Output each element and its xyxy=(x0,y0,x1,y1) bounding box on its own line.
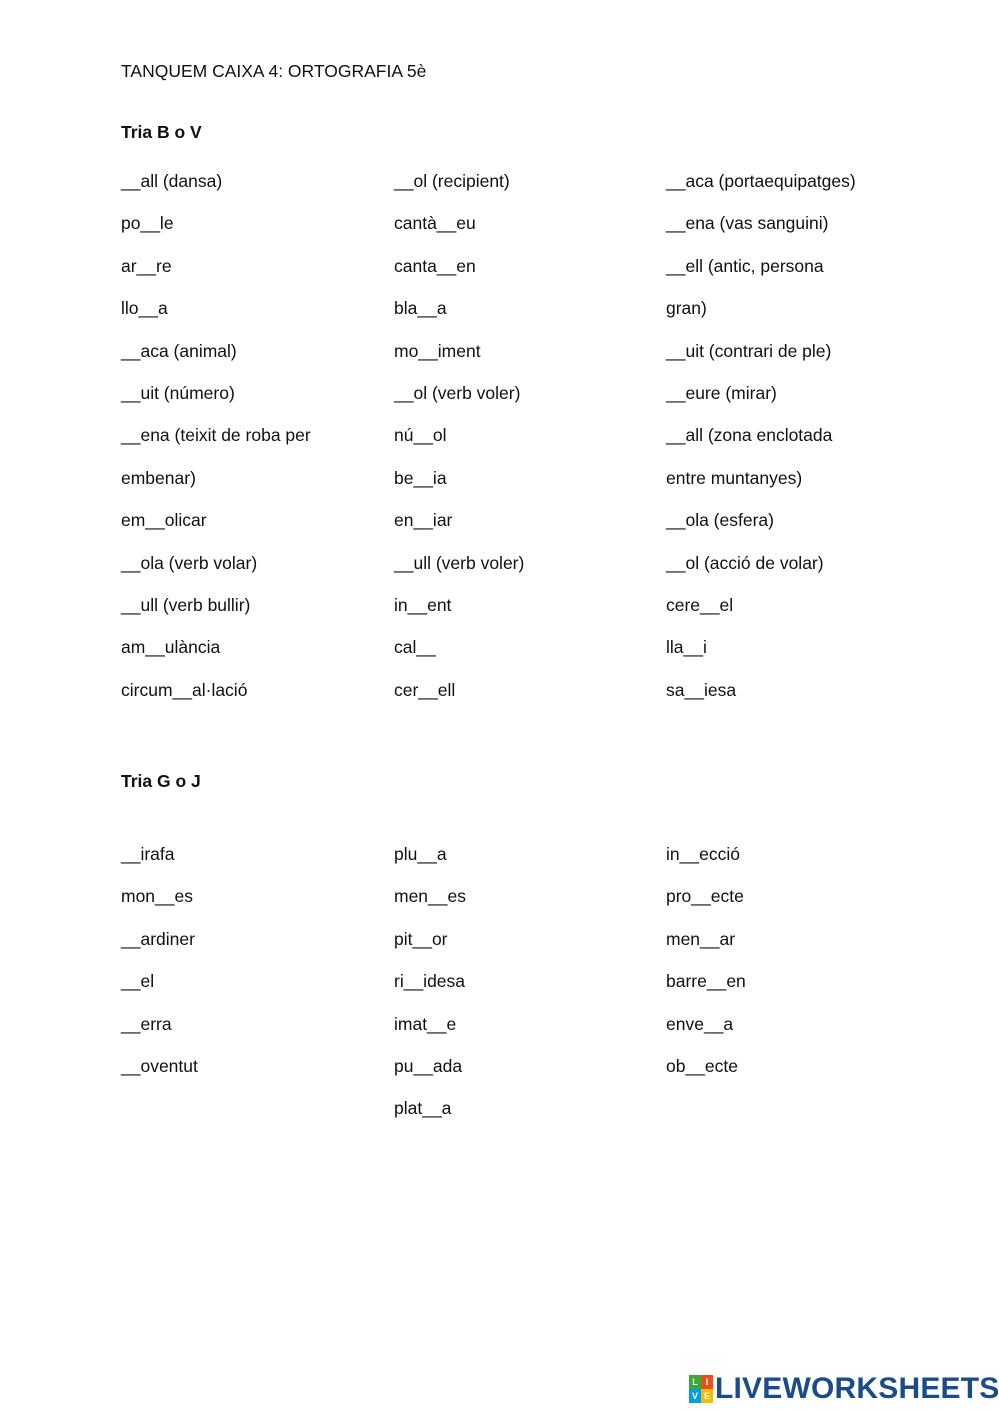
gj-column-3 xyxy=(666,844,746,1098)
exercise-item: po__le xyxy=(121,213,174,234)
logo-mark-letter: V xyxy=(689,1389,701,1403)
exercise-item: __ull (verb bullir) xyxy=(121,594,251,615)
exercise-item: plu__a xyxy=(394,844,447,864)
exercise-item: __aca (portaequipatges) xyxy=(666,171,856,191)
exercise-item: ar__re xyxy=(121,255,172,276)
exercise-item: en__iar xyxy=(394,510,453,531)
logo-mark-letter: L xyxy=(689,1375,701,1389)
exercise-item: __erra xyxy=(121,1013,172,1034)
exercise-item: be__ia xyxy=(394,467,447,488)
exercise-item: pu__ada xyxy=(394,1055,463,1076)
exercise-item: __ola (verb volar) xyxy=(121,552,258,573)
exercise-item: __uit (número) xyxy=(121,382,235,403)
exercise-item: bla__a xyxy=(394,298,447,319)
exercise-item: __ola (esfera) xyxy=(666,510,774,531)
exercise-item: __ol (acció de volar) xyxy=(666,552,824,573)
exercise-item: circum__al·lació xyxy=(121,679,248,700)
gj-column-2 xyxy=(394,844,466,1141)
exercise-item: __oventut xyxy=(121,1055,198,1076)
exercise-item: canta__en xyxy=(394,255,476,276)
exercise-item: llo__a xyxy=(121,298,168,319)
exercise-item: am__ulància xyxy=(121,637,221,658)
exercise-item: __ena (teixit de roba per xyxy=(121,425,311,446)
exercise-item: mo__iment xyxy=(394,340,481,361)
exercise-item: __aca (animal) xyxy=(121,340,237,361)
bv-column-3 xyxy=(666,171,856,722)
exercise-item: em__olicar xyxy=(121,510,207,531)
exercise-item: men__ar xyxy=(666,928,736,949)
exercise-item: __ol (verb voler) xyxy=(394,382,521,403)
exercise-item: cantà__eu xyxy=(394,213,476,234)
exercise-item: __ol (recipient) xyxy=(394,171,510,191)
exercise-item: __ull (verb voler) xyxy=(394,552,525,573)
exercise-item: nú__ol xyxy=(394,425,447,446)
logo-mark-letter: I xyxy=(701,1375,713,1389)
exercise-item: lla__i xyxy=(666,637,707,658)
exercise-item: __irafa xyxy=(121,844,175,864)
exercise-item: __ell (antic, persona xyxy=(666,255,824,276)
bv-column-1 xyxy=(121,171,311,722)
exercise-item: embenar) xyxy=(121,467,196,488)
exercise-item: pro__ecte xyxy=(666,886,744,907)
exercise-item: pit__or xyxy=(394,928,448,949)
exercise-item: cal__ xyxy=(394,637,436,658)
liveworksheets-logo-icon xyxy=(689,1375,713,1403)
exercise-item: cer__ell xyxy=(394,679,456,700)
exercise-item: __ena (vas sanguini) xyxy=(666,213,829,234)
exercise-item: in__ecció xyxy=(666,844,740,864)
liveworksheets-logo xyxy=(689,1372,999,1406)
exercise-item: __eure (mirar) xyxy=(666,382,777,403)
exercise-item: men__es xyxy=(394,886,466,907)
exercise-item: entre muntanyes) xyxy=(666,467,803,488)
exercise-item: gran) xyxy=(666,298,707,319)
exercise-item: __ardiner xyxy=(121,928,195,949)
exercise-item: sa__iesa xyxy=(666,679,737,700)
logo-mark-letter: E xyxy=(701,1389,713,1403)
bv-column-2 xyxy=(394,171,524,722)
section-heading-b-v: Tria B o V xyxy=(121,122,202,142)
liveworksheets-logo-text: LIVEWORKSHEETS xyxy=(715,1372,999,1405)
gj-column-1 xyxy=(121,844,198,1098)
exercise-item: ob__ecte xyxy=(666,1055,739,1076)
section-heading-g-j: Tria G o J xyxy=(121,771,201,791)
exercise-item: mon__es xyxy=(121,886,193,907)
exercise-item: in__ent xyxy=(394,594,452,615)
exercise-item: __el xyxy=(121,971,155,992)
exercise-item: ri__idesa xyxy=(394,971,466,992)
worksheet-title: TANQUEM CAIXA 4: ORTOGRAFIA 5è xyxy=(121,61,427,81)
exercise-item: __uit (contrari de ple) xyxy=(666,340,832,361)
exercise-item: plat__a xyxy=(394,1098,452,1119)
exercise-item: __all (dansa) xyxy=(121,171,223,191)
exercise-item: enve__a xyxy=(666,1013,734,1034)
exercise-item: imat__e xyxy=(394,1013,457,1034)
exercise-item: cere__el xyxy=(666,594,734,615)
exercise-item: __all (zona enclotada xyxy=(666,425,833,446)
exercise-item: barre__en xyxy=(666,971,746,992)
